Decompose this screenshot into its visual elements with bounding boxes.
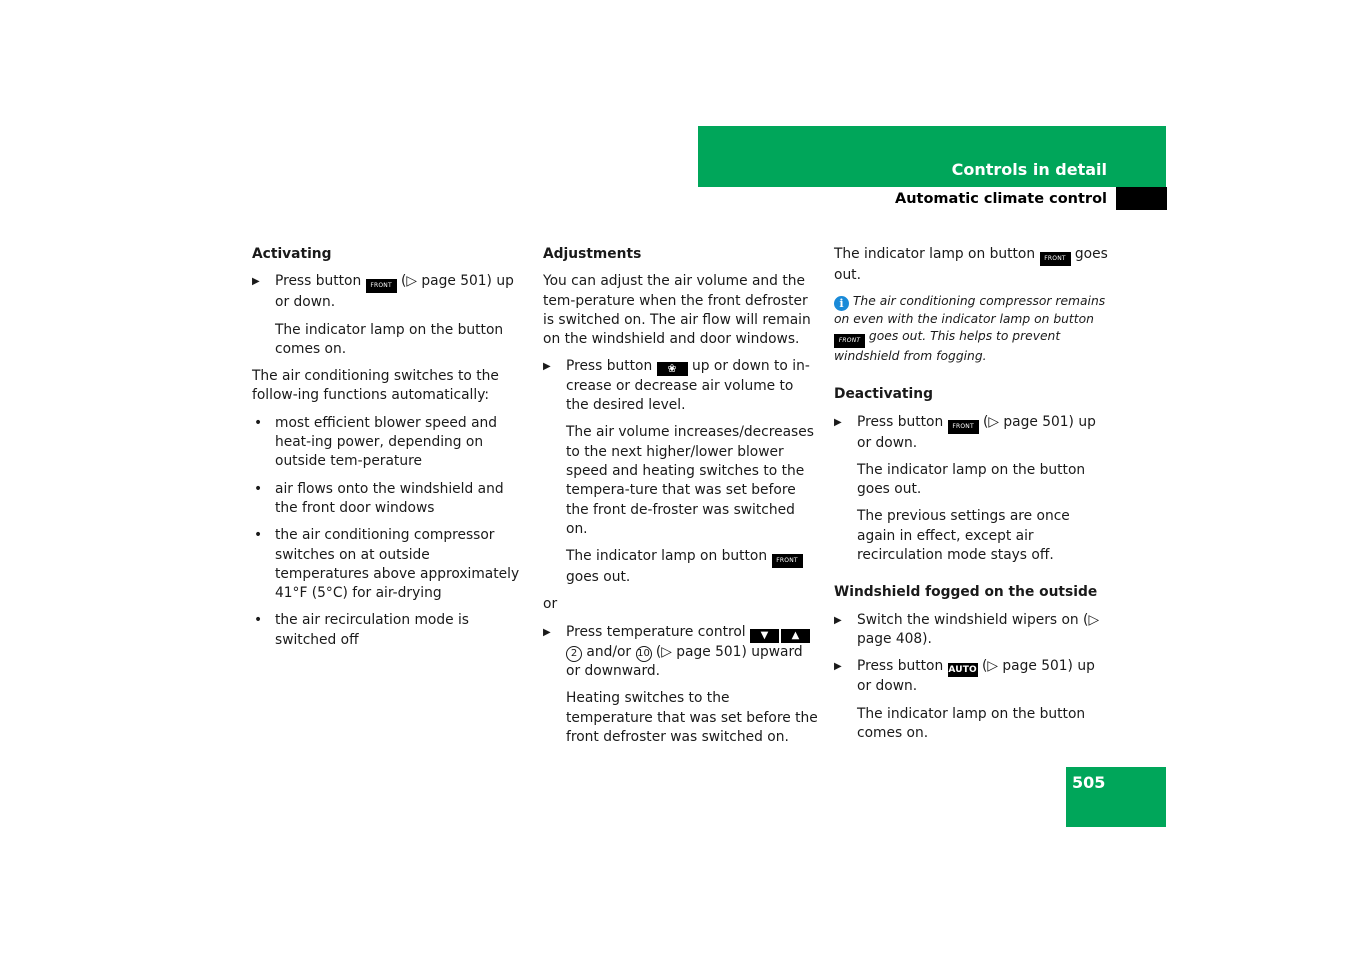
step-result: The indicator lamp on button FRONT goes out. — [543, 547, 819, 587]
list-item: • air flows onto the windshield and the front door windows — [254, 480, 504, 516]
step-temperature-control: ▶ Press temperature control ▼ ▲ 2 and/or 10 (▷ page 501) upward or downward. — [543, 623, 819, 682]
paragraph-intro: The air conditioning switches to the follow-ing functions automatically: — [252, 368, 499, 404]
step-arrow-icon: ▶ — [834, 661, 842, 673]
front-defroster-button-icon: FRONT — [948, 420, 979, 434]
page-number-box — [1066, 767, 1166, 827]
step-result: The indicator lamp on the button comes on. — [857, 705, 1086, 741]
step-result: The indicator lamp on the button comes on. — [275, 321, 504, 357]
front-defroster-button-icon: FRONT — [834, 334, 865, 348]
info-note: i The air conditioning compressor remains on even with the indicator lamp on button FRONT goes out. This helps to prevent windshield from fogging. — [834, 294, 1106, 364]
column-3 — [834, 245, 1110, 751]
page-number: 505 — [1072, 773, 1106, 792]
fan-button-icon: ❀ — [657, 362, 688, 376]
header-tab-marker — [1116, 187, 1167, 210]
front-defroster-button-icon: FRONT — [772, 554, 803, 568]
temperature-down-icon: ▼ — [750, 629, 779, 643]
step-press-fan: ▶ Press button ❀ up or down to in-crease or decrease air volume to the desired level. — [543, 358, 810, 414]
section-subtitle: Automatic climate control — [894, 191, 1107, 207]
info-icon: i — [834, 296, 849, 311]
heading-adjustments: Adjustments — [543, 246, 642, 262]
front-defroster-button-icon: FRONT — [366, 279, 397, 293]
step-arrow-icon: ▶ — [252, 276, 260, 288]
heading-activating: Activating — [252, 246, 332, 262]
step-press-front: ▶ Press button FRONT (▷ page 501) up or down. — [834, 413, 1096, 451]
column-1 — [252, 245, 528, 658]
temperature-up-icon: ▲ — [781, 629, 810, 643]
step-press-front: ▶ Press button FRONT (▷ page 501) up or down. — [252, 273, 514, 311]
step-result: The indicator lamp on the button goes out. — [857, 461, 1086, 498]
callout-number: 10 — [636, 646, 652, 662]
auto-button-icon: AUTO — [948, 665, 977, 676]
bullet-icon: • — [254, 480, 263, 497]
paragraph-intro: You can adjust the air volume and the tem-perature when the front defroster is switched on. The air flow will remain on the windshield and door windows. — [543, 273, 811, 348]
list-item: • the air conditioning compressor switches on at outside temperatures above approximately 41°F (5°C) for air-drying — [254, 527, 520, 602]
section-title: Controls in detail — [951, 160, 1107, 179]
paragraph-indicator: The indicator lamp on button FRONT goes out. — [834, 246, 1108, 283]
column-2 — [543, 245, 819, 755]
step-result: The air volume increases/decreases to the next higher/lower blower speed and heating switches to the tempera-ture that was set before the front de-froster was switched on. — [566, 424, 814, 537]
step-result: The previous settings are once again in effect, except air recirculation mode stays off. — [857, 508, 1070, 564]
step-arrow-icon: ▶ — [834, 416, 842, 428]
step-result: Heating switches to the temperature that was set before the front defroster was switched on. — [566, 690, 818, 745]
step-arrow-icon: ▶ — [834, 614, 842, 626]
bullet-icon: • — [254, 527, 263, 544]
or-text: or — [543, 596, 558, 613]
step-wipers-on: ▶ Switch the windshield wipers on (▷ page 408). — [834, 611, 1100, 647]
front-defroster-button-icon: FRONT — [1040, 252, 1071, 266]
list-item: • the air recirculation mode is switched off — [254, 612, 469, 648]
list-item: • most efficient blower speed and heat-ing power, depending on outside tem-perature — [254, 414, 498, 470]
step-press-auto: ▶ Press button AUTO (▷ page 501) up or down. — [834, 658, 1095, 695]
step-arrow-icon: ▶ — [543, 626, 551, 638]
bullet-icon: • — [254, 612, 263, 629]
step-arrow-icon: ▶ — [543, 361, 551, 373]
heading-windshield-fogged: Windshield fogged on the outside — [834, 584, 1098, 601]
heading-deactivating: Deactivating — [834, 386, 933, 403]
callout-number: 2 — [566, 646, 582, 662]
bullet-icon: • — [254, 414, 263, 431]
